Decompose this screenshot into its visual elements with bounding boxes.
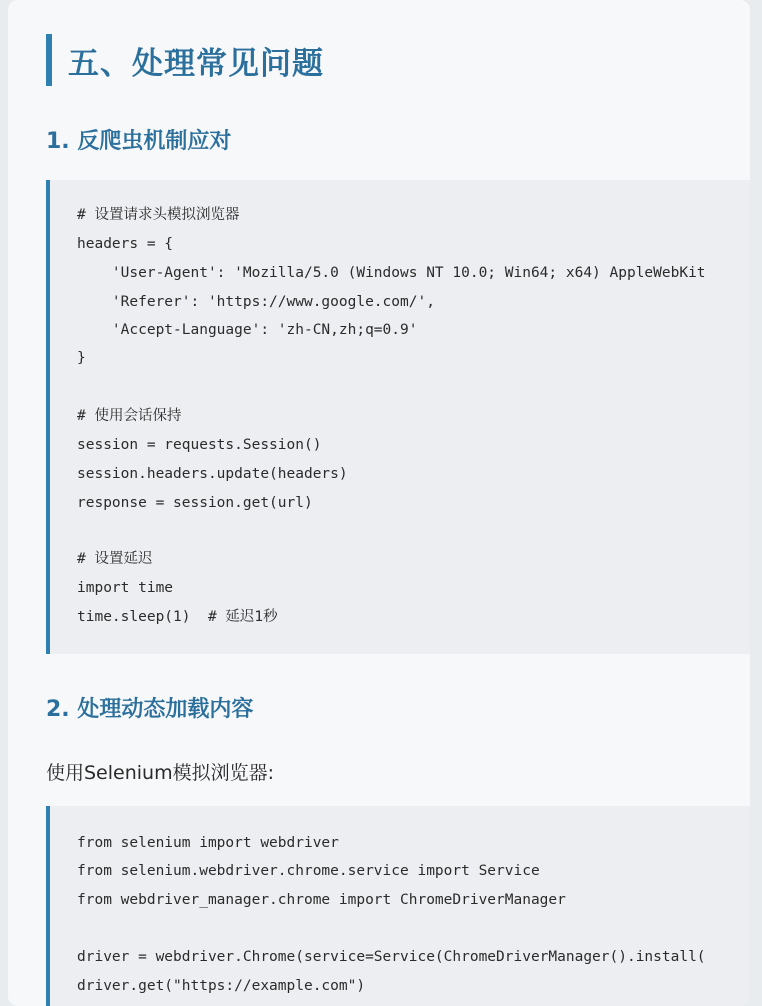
subsection-heading-dynamic-content: 2. 处理动态加载内容 (46, 697, 254, 722)
code-line: 'Referer': 'https://www.google.com/', (77, 294, 435, 310)
code-line: session.headers.update(headers) (77, 466, 348, 482)
code-block-selenium (46, 806, 750, 1006)
code-line: from selenium.webdriver.chrome.service import Service (77, 863, 540, 879)
code-line: import time (77, 580, 174, 596)
subsection-heading-anti-crawler: 1. 反爬虫机制应对 (46, 129, 232, 154)
section-heading-text: 五、处理常见问题 (68, 45, 324, 82)
code-line: time.sleep(1) # 延迟1秒 (77, 609, 278, 625)
code-line: session = requests.Session() (77, 437, 322, 453)
code-line: response = session.get(url) (77, 495, 313, 511)
code-line: from selenium import webdriver (77, 835, 339, 851)
code-line: headers = { (77, 236, 174, 252)
code-block-anti-crawler (46, 180, 750, 654)
code-line: driver = webdriver.Chrome(service=Service(ChromeDriverManager().install( (77, 949, 706, 965)
code-line: 'User-Agent': 'Mozilla/5.0 (Windows NT 10.0; Win64; x64) AppleWebKit (77, 265, 706, 281)
body-paragraph: 使用Selenium模拟浏览器: (46, 762, 274, 784)
section-heading (46, 34, 324, 86)
code-line: driver.get("https://example.com") (77, 978, 366, 994)
article-card (8, 0, 750, 1006)
code-line: # 使用会话保持 (77, 408, 182, 424)
code-line: # 设置延迟 (77, 551, 153, 567)
code-line: from webdriver_manager.chrome import ChromeDriverManager (77, 892, 566, 908)
code-line: } (77, 350, 86, 366)
code-line: # 设置请求头模拟浏览器 (77, 207, 240, 223)
code-line: 'Accept-Language': 'zh-CN,zh;q=0.9' (77, 322, 418, 338)
